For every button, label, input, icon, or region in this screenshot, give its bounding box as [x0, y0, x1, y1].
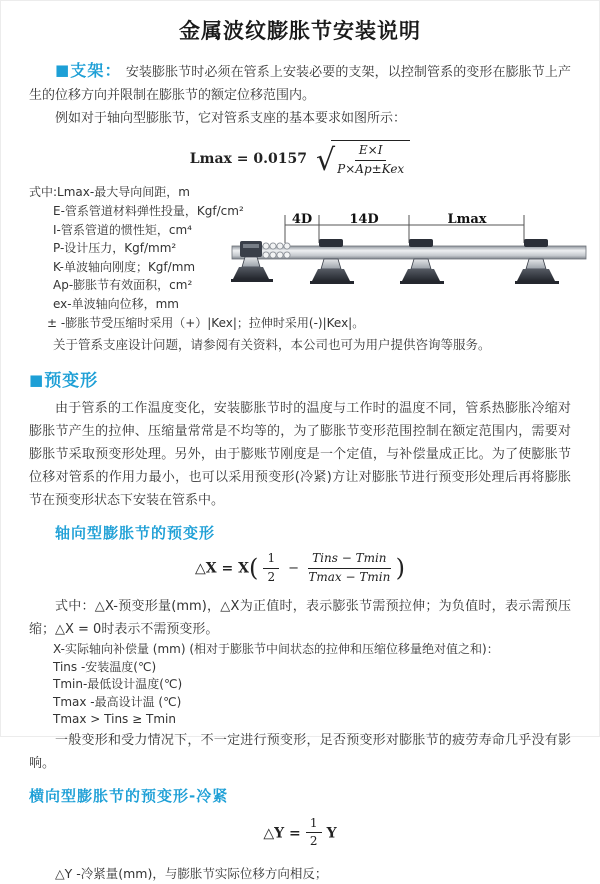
lateral-subheading: 横向型膨胀节的预变形-冷紧 — [29, 786, 229, 805]
formula-dx-lhs: △X = X — [194, 560, 249, 577]
close-paren: ) — [395, 554, 406, 583]
support-definitions-block — [29, 183, 571, 356]
formula-lmax-lhs: Lmax = 0.0157 — [189, 151, 307, 168]
support-intro-text: 安装膨胀节时必须在管系上安装必要的支架，以控制管系的变形在膨胀节上产生的位移方向并限制在膨胀节的额定位移范围内。 — [29, 65, 571, 103]
dim-label-lmax: Lmax — [447, 212, 487, 228]
formula-lmax-denominator: P×Ap±Kex — [337, 161, 405, 176]
page-title: 金属波纹膨胀节安装说明 — [179, 19, 421, 43]
definition-item: Tmin-最低设计温度(℃) — [53, 677, 183, 692]
definition-item: ex-单波轴向位移，mm — [53, 296, 179, 311]
sqrt-radical — [316, 140, 410, 177]
preform-heading-label: 预变形 — [44, 371, 99, 392]
temp-denominator: Tmax − Tmin — [308, 569, 391, 584]
definition-item: Tmax -最高设计温 (℃) — [53, 694, 182, 709]
formula-lmax-fraction — [337, 143, 404, 177]
section-square-icon: ■ — [55, 61, 71, 79]
definition-item: E-管系管道材料弹性投量，Kgf/cm² — [53, 204, 244, 219]
support-example-line: 例如对于轴向型膨胀节，它对管系支座的基本要求如图所示： — [55, 111, 407, 126]
where-line: 式中:Lmax-最大导向间距，m — [29, 185, 190, 200]
formula-delta-x — [29, 551, 571, 585]
dim-label-4d: 4D — [291, 212, 313, 228]
half-numerator: 1 — [263, 551, 279, 569]
definition-item: Tins -安装温度(℃) — [53, 659, 157, 674]
half-numerator: 1 — [306, 816, 322, 834]
support-intro-paragraph — [29, 59, 571, 107]
formula-dy-lhs: △Y = — [263, 825, 301, 842]
definition-item: P-设计压力，Kgf/mm² — [53, 241, 177, 256]
support-heading-label: 支架： — [70, 61, 122, 80]
axial-definition-list — [29, 641, 571, 729]
definition-item: Tmax > Tins ≥ Tmin — [53, 712, 176, 727]
consulting-note: 关于管系支座设计问题，请参阅有关资料，本公司也可为用户提供咨询等服务。 — [53, 337, 491, 353]
half-denominator: 2 — [309, 834, 318, 849]
axial-note: 一般变形和受力情况下，不一定进行预变形，足否预变形对膨胀节的疲劳寿命几乎没有影响。 — [29, 732, 571, 771]
minus-sign: − — [288, 560, 300, 576]
sqrt-sign-glyph: √ — [316, 142, 336, 178]
dim-label-14d: 14D — [349, 212, 379, 228]
section-square-icon: ■ — [29, 371, 45, 390]
lateral-note: △Y -冷紧量(mm)，与膨胀节实际位移方向相反； — [55, 866, 328, 882]
preform-section-heading — [29, 366, 571, 391]
pipe-support-diagram — [231, 211, 587, 311]
page-container — [1, 1, 599, 884]
definition-item: I-管系管道的惯性矩，cm⁴ — [53, 222, 192, 237]
formula-dy-rhs: Y — [326, 825, 337, 842]
half-denominator: 2 — [267, 569, 276, 584]
support-section-heading — [55, 61, 122, 80]
dimension-lines — [285, 215, 524, 243]
formula-dx-frac-half — [263, 551, 279, 585]
definition-item: Ap-膨胀节有效面积，cm² — [53, 278, 193, 293]
open-paren: ( — [248, 554, 259, 583]
formula-dx-frac-temp — [308, 551, 390, 585]
definition-item: X-实际轴向补偿量 (mm) (相对于膨胀节中间状态的拉伸和压缩位移量绝对值之和)： — [53, 642, 499, 657]
formula-dy-frac-half — [306, 816, 322, 850]
formula-lmax — [29, 140, 571, 177]
preform-paragraph: 由于管系的工作温度变化，安装膨胀节时的温度与工作时的温度不同，管系热膨胀冷缩对膨胀节产生的拉伸、压缩量常常是不均等的，为了膨胀节变形范围控制在额定范围内，需要对膨胀节采取预变形处理。另外，由于膨账节刚度是一个定值，与补偿量成正比。为了使膨胀节位移对管系的作用力最小，也可以采用预变形(冷紧)方让对膨胀节进行预变形处理后再将膨胀节在预变形状态下安装在管系中。 — [29, 401, 571, 509]
plus-minus-note: ± -膨胀节受压缩时采用（+）|Kex|；拉伸时采用(-)|Kex|。 — [47, 316, 365, 331]
axial-subheading: 轴向型膨胀节的预变形 — [55, 524, 216, 543]
formula-delta-y — [29, 816, 571, 850]
formula-lmax-numerator: E×I — [355, 143, 387, 161]
definition-item: K-单波轴向刚度；Kgf/mm — [53, 259, 196, 274]
axial-where-paragraph: 式中：△X-预变形量(mm)，△X为正值时，表示膨张节需预拉伸；为负值时，表示需预压缩；△X = 0时表示不需预变形。 — [29, 599, 571, 638]
temp-numerator: Tins − Tmin — [308, 551, 390, 569]
